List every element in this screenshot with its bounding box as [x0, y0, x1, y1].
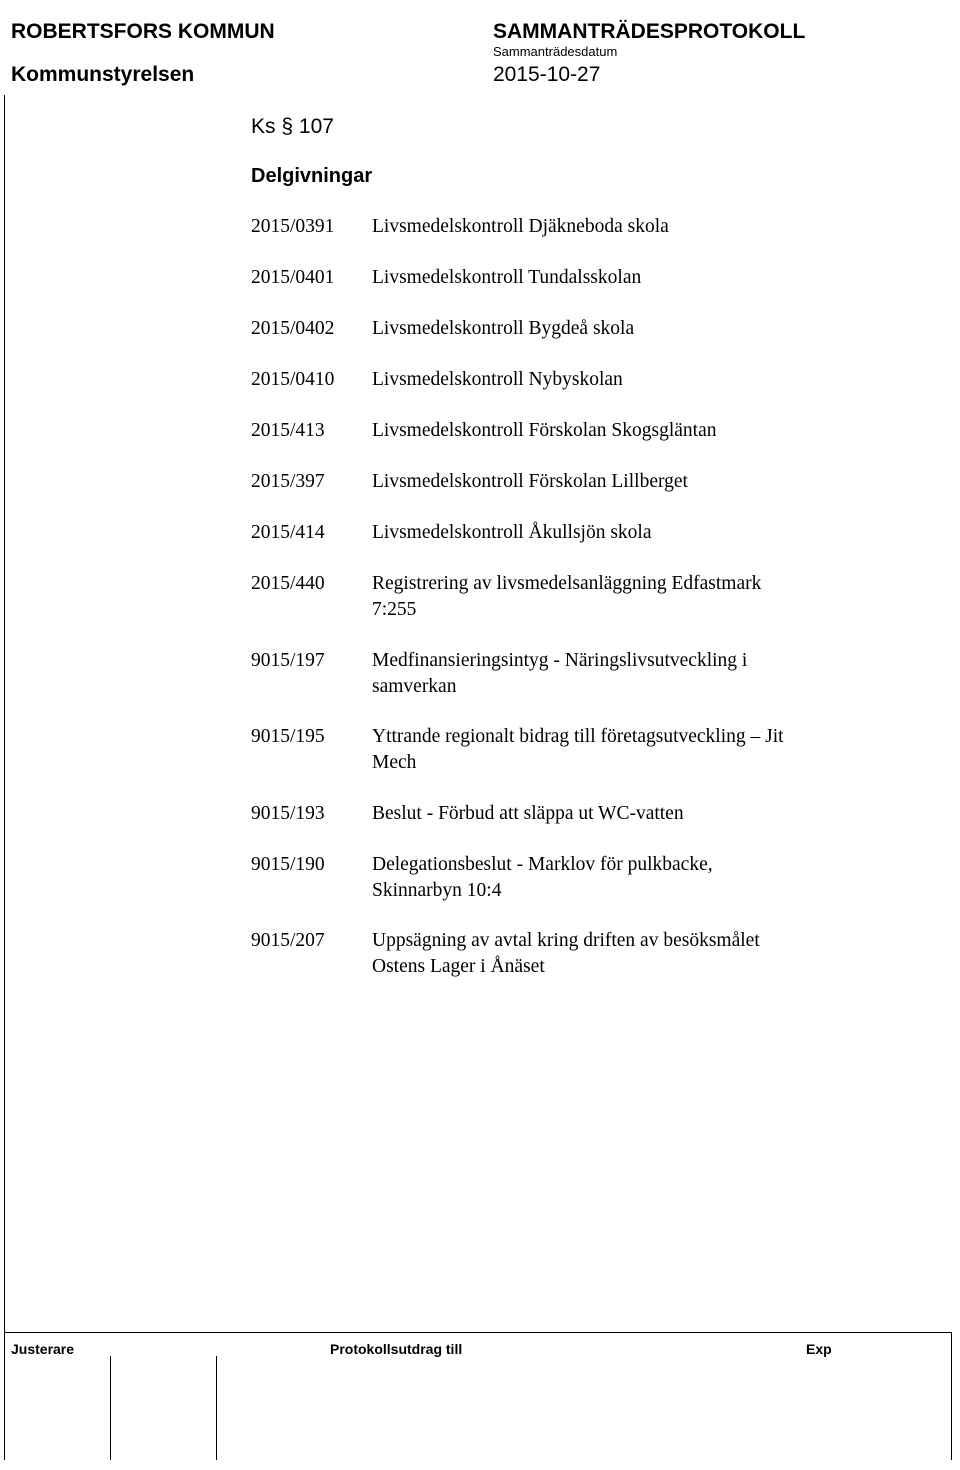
signature-divider: [216, 1356, 217, 1460]
item-description: Beslut - Förbud att släppa ut WC-vatten: [372, 803, 684, 824]
item-description-continued: Skinnarbyn 10:4: [372, 880, 502, 901]
case-number: 2015/440: [251, 573, 325, 594]
item-description: Livsmedelskontroll Tundalsskolan: [372, 267, 642, 288]
item-description-continued: samverkan: [372, 676, 457, 697]
case-number: 9015/193: [251, 803, 325, 824]
footer-extract-to-label: Protokollsutdrag till: [330, 1341, 463, 1357]
footer-adjuster-label: Justerare: [11, 1341, 75, 1357]
footer-exp-label: Exp: [806, 1341, 832, 1357]
case-number: 9015/197: [251, 650, 325, 671]
board-name: Kommunstyrelsen: [11, 63, 195, 86]
document-type: SAMMANTRÄDESPROTOKOLL: [493, 20, 806, 43]
meeting-date: 2015-10-27: [493, 63, 601, 86]
case-number: 2015/413: [251, 420, 325, 441]
section-paragraph-number: 107: [298, 115, 334, 138]
item-description-continued: Mech: [372, 752, 417, 773]
item-description-continued: Ostens Lager i Ånäset: [372, 956, 545, 977]
case-number: 2015/414: [251, 522, 325, 543]
section-prefix: Ks: [251, 115, 276, 138]
page-title: Delgivningar: [251, 165, 373, 187]
case-number: 2015/0391: [251, 216, 335, 237]
item-description: Livsmedelskontroll Nybyskolan: [372, 369, 623, 390]
case-number: 2015/0410: [251, 369, 335, 390]
item-description: Medfinansieringsintyg - Näringslivsutveckling i: [372, 650, 748, 671]
municipality-name: ROBERTSFORS KOMMUN: [11, 20, 275, 43]
page-frame-left-border: [4, 95, 5, 1332]
item-description-continued: 7:255: [372, 599, 417, 620]
case-number: 2015/0401: [251, 267, 335, 288]
case-number: 9015/207: [251, 930, 325, 951]
item-description: Yttrande regionalt bidrag till företagsutveckling – Jit: [372, 726, 784, 747]
case-number: 9015/190: [251, 854, 325, 875]
item-description: Livsmedelskontroll Bygdeå skola: [372, 318, 635, 339]
item-description: Livsmedelskontroll Djäkneboda skola: [372, 216, 669, 237]
signature-divider: [110, 1356, 111, 1460]
item-description: Livsmedelskontroll Förskolan Skogsgläntan: [372, 420, 717, 441]
case-number: 2015/0402: [251, 318, 335, 339]
item-description: Livsmedelskontroll Förskolan Lillberget: [372, 471, 688, 492]
section-number: [251, 115, 334, 139]
paragraph-sign: §: [281, 115, 294, 138]
item-description: Delegationsbeslut - Marklov för pulkbacke,: [372, 854, 713, 875]
meeting-date-label: Sammanträdesdatum: [493, 44, 618, 59]
case-number: 9015/195: [251, 726, 325, 747]
item-description: Registrering av livsmedelsanläggning Edfastmark: [372, 573, 762, 594]
item-description: Uppsägning av avtal kring driften av besöksmålet: [372, 930, 760, 951]
case-number: 2015/397: [251, 471, 325, 492]
item-description: Livsmedelskontroll Åkullsjön skola: [372, 522, 652, 543]
